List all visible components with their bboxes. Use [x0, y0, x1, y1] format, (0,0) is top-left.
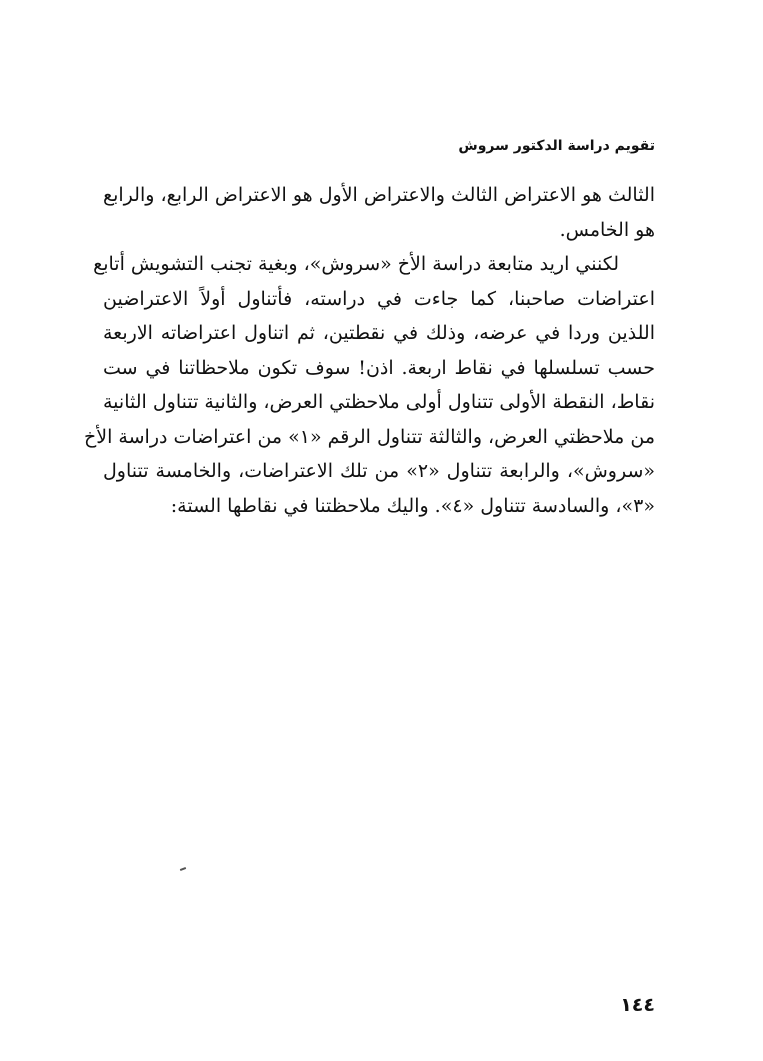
text-line: هو الخامس. — [559, 218, 655, 241]
text-line: اعتراضات صاحبنا، كما جاءت في دراسته، فأتناول أولاً الاعتراضين — [103, 287, 655, 310]
text-line: «سروش»، والرابعة تتناول «٢» من تلك الاعتراضات، والخامسة تتناول — [103, 460, 655, 482]
page-number: ١٤٤ — [620, 994, 655, 1016]
stray-mark — [180, 867, 186, 871]
text-line: حسب تسلسلها في نقاط اربعة. اذن! سوف تكون ملاحظاتنا في ست — [103, 356, 655, 379]
text-line: الثالث هو الاعتراض الثالث والاعتراض الأول هو الاعتراض الرابع، والرابع — [103, 184, 655, 206]
body-text — [84, 178, 655, 523]
text-line: لكنني اريد متابعة دراسة الأخ «سروش»، وبغية تجنب التشويش أتابع — [93, 253, 619, 275]
text-line: اللذين وردا في عرضه، وذلك في نقطتين، ثم اتناول اعتراضاته الاربعة — [103, 322, 655, 344]
text-line: نقاط، النقطة الأولى تتناول أولى ملاحظتي العرض، والثانية تتناول الثانية — [103, 391, 655, 413]
text-line: «٣»، والسادسة تتناول «٤». واليك ملاحظتنا في نقاطها الستة: — [170, 494, 655, 517]
running-header: تقويم دراسة الدكتور سروش — [458, 138, 655, 154]
text-line: من ملاحظتي العرض، والثالثة تتناول الرقم «١» من اعتراضات دراسة الأخ — [84, 425, 655, 448]
